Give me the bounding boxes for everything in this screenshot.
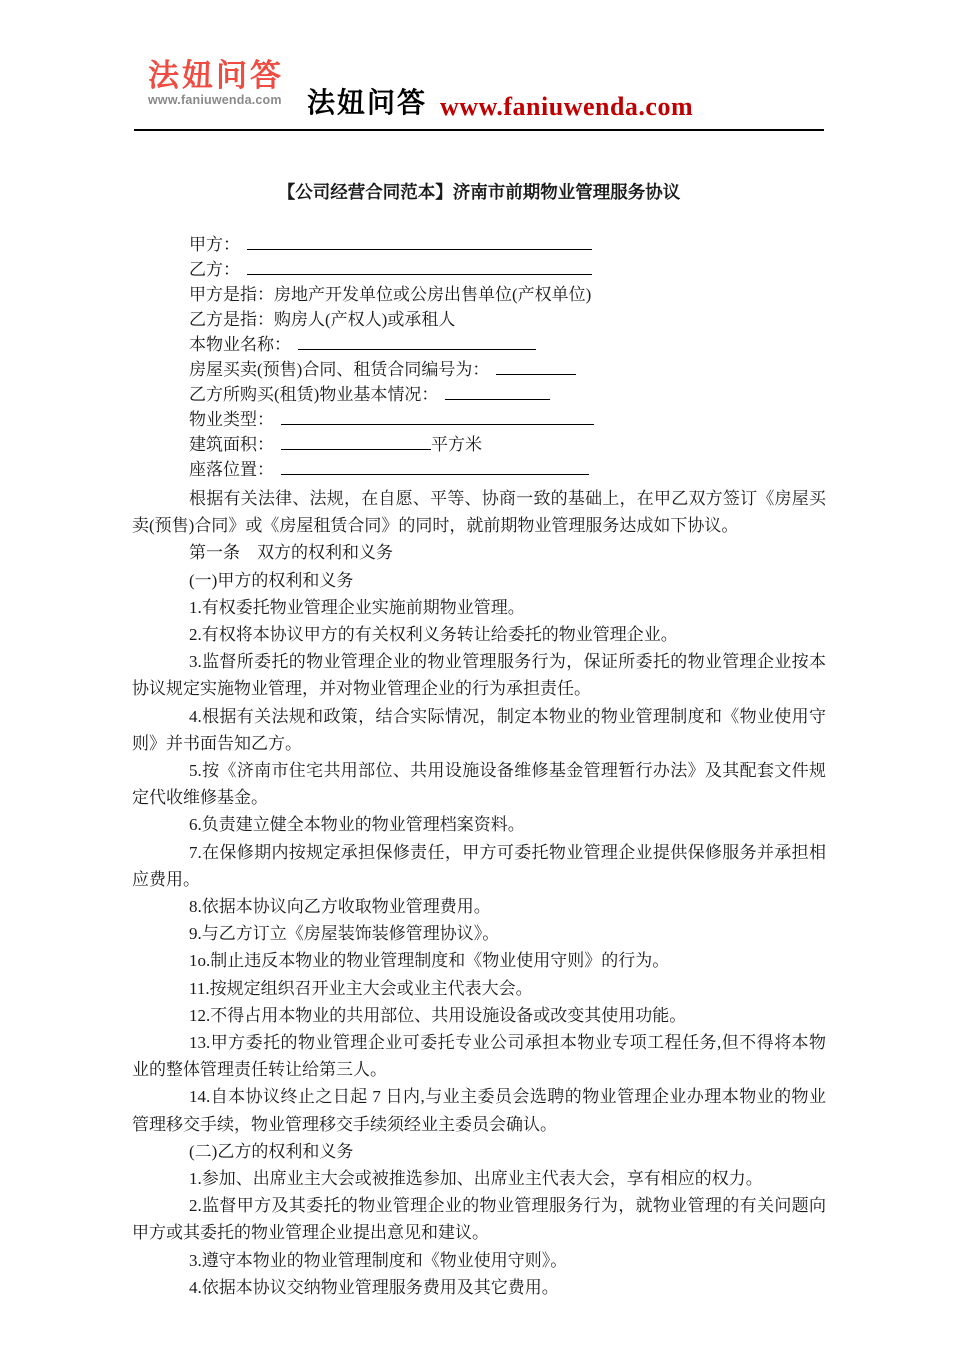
document-body <box>132 131 826 1301</box>
form-line-label: 乙方是指：购房人(产权人)或承租人 <box>189 310 456 329</box>
form-line <box>132 432 826 457</box>
document-title: 【公司经营合同范本】济南市前期物业管理服务协议 <box>277 182 681 202</box>
form-line-label: 物业类型： <box>189 410 274 429</box>
fill-in-blank <box>496 357 576 375</box>
site-logo <box>148 60 308 107</box>
clause-paragraph: 9.与乙方订立《房屋装饰装修管理协议》。 <box>189 924 500 944</box>
form-line-label: 本物业名称： <box>189 335 291 354</box>
clause-paragraph: 2.监督甲方及其委托的物业管理企业的物业管理服务行为，就物业管理的有关问题向甲方或其委托的物业管理企业提出意见和建议。 <box>132 1196 826 1243</box>
fill-in-blank <box>281 407 594 425</box>
logo-wordmark: 法妞问答 <box>148 58 284 93</box>
clause-paragraph: 13.甲方委托的物业管理企业可委托专业公司承担本物业专项工程任务,但不得将本物业的整体管理责任转让给第三人。 <box>132 1033 826 1080</box>
form-line <box>132 232 826 257</box>
clause-paragraph: 5.按《济南市住宅共用部位、共用设施设备维修基金管理暂行办法》及其配套文件规定代收维修基金。 <box>132 761 826 808</box>
fill-in-blank <box>247 257 592 275</box>
form-line <box>132 382 826 407</box>
clause-paragraph: 1o.制止违反本物业的物业管理制度和《物业使用守则》的行为。 <box>189 951 670 971</box>
clause-paragraph: 1.参加、出席业主大会或被推选参加、出席业主代表大会，享有相应的权力。 <box>189 1169 763 1189</box>
form-line-suffix: 平方米 <box>431 435 482 454</box>
fill-in-blank <box>298 332 536 350</box>
clause-paragraph: 8.依据本协议向乙方收取物业管理费用。 <box>189 897 491 917</box>
clause-paragraph: 11.按规定组织召开业主大会或业主代表大会。 <box>189 978 533 998</box>
fill-in-blank <box>281 457 589 475</box>
fill-in-blank <box>281 432 431 450</box>
fill-in-blank <box>247 232 592 250</box>
form-line <box>132 257 826 282</box>
contract-form-section <box>132 232 826 482</box>
form-line-label: 乙方所购买(租赁)物业基本情况： <box>189 385 439 404</box>
form-line-label: 甲方是指：房地产开发单位或公房出售单位(产权单位) <box>189 285 592 304</box>
form-line <box>132 307 826 332</box>
clause-paragraph: 根据有关法律、法规，在自愿、平等、协商一致的基础上，在甲乙双方签订《房屋买卖(预售)合同》或《房屋租赁合同》的同时，就前期物业管理服务达成如下协议。 <box>132 489 826 536</box>
clause-paragraph: 14.自本协议终止之日起 7 日内,与业主委员会选聘的物业管理企业办理本物业的物业管理移交手续，物业管理移交手续须经业主委员会确认。 <box>132 1087 826 1134</box>
clause-paragraph: 7.在保修期内按规定承担保修责任，甲方可委托物业管理企业提供保修服务并承担相应费用。 <box>132 842 826 889</box>
clause-paragraph: 1.有权委托物业管理企业实施前期物业管理。 <box>189 597 525 617</box>
form-line <box>132 357 826 382</box>
clause-paragraph: (二)乙方的权利和义务 <box>189 1141 354 1161</box>
form-line <box>132 457 826 482</box>
clause-paragraph: 3.监督所委托的物业管理企业的物业管理服务行为，保证所委托的物业管理企业按本协议规定实施物业管理，并对物业管理企业的行为承担责任。 <box>132 652 826 699</box>
form-line-label: 房屋买卖(预售)合同、租赁合同编号为： <box>189 360 490 379</box>
form-line-label: 建筑面积： <box>189 435 274 454</box>
form-line <box>132 332 826 357</box>
form-line-label: 乙方： <box>189 260 240 279</box>
clause-paragraph: 6.负责建立健全本物业的物业管理档案资料。 <box>189 815 525 835</box>
clause-paragraph: 第一条 双方的权利和义务 <box>189 543 393 563</box>
brand-name: 法妞问答 <box>307 88 428 119</box>
clause-paragraph: 4.根据有关法规和政策，结合实际情况，制定本物业的物业管理制度和《物业使用守则》并书面告知乙方。 <box>132 706 826 753</box>
brand-url: www.faniuwenda.com <box>440 92 694 121</box>
clause-paragraph: 4.依据本协议交纳物业管理服务费用及其它费用。 <box>189 1277 559 1297</box>
clause-paragraph: 12.不得占用本物业的共用部位、共用设施设备或改变其使用功能。 <box>189 1005 687 1025</box>
clause-paragraph: 2.有权将本协议甲方的有关权利义务转让给委托的物业管理企业。 <box>189 625 678 645</box>
fill-in-blank <box>445 382 550 400</box>
clause-paragraph: 3.遵守本物业的物业管理制度和《物业使用守则》。 <box>189 1250 568 1270</box>
form-line-label: 甲方： <box>189 235 240 254</box>
page-header <box>0 0 959 131</box>
contract-clauses <box>132 485 826 1301</box>
form-line <box>132 282 826 307</box>
logo-url: www.faniuwenda.com <box>148 93 282 107</box>
clause-paragraph: (一)甲方的权利和义务 <box>189 570 354 590</box>
form-line <box>132 407 826 432</box>
form-line-label: 座落位置： <box>189 460 274 479</box>
